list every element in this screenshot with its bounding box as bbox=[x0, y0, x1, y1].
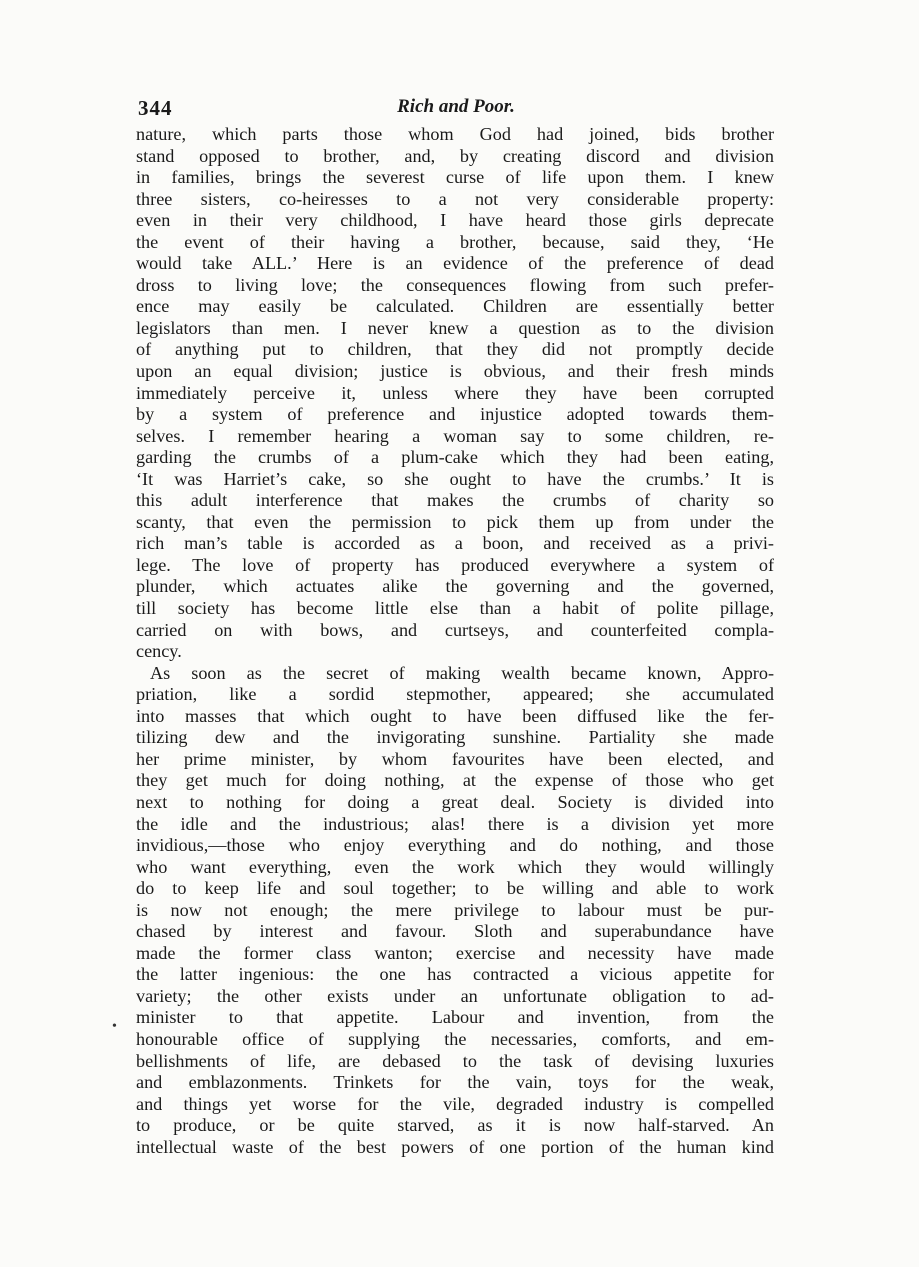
text-line: minister to that appetite. Labour and invention, from the bbox=[136, 1007, 774, 1028]
text-line: stand opposed to brother, and, by creating discord and division bbox=[136, 145, 774, 166]
text-line: who want everything, even the work which they would willingly bbox=[136, 856, 774, 877]
text-line: is now not enough; the mere privilege to labour must be pur- bbox=[136, 899, 774, 920]
text-line: bellishments of life, are debased to the task of devising luxuries bbox=[136, 1050, 774, 1071]
text-line: and emblazonments. Trinkets for the vain, toys for the weak, bbox=[136, 1072, 774, 1093]
text-line: the event of their having a brother, because, said they, ‘He bbox=[136, 231, 774, 252]
paragraph-2 bbox=[136, 663, 774, 1159]
marginal-mark: • bbox=[112, 1019, 117, 1034]
text-line: nature, which parts those whom God had joined, bids brother bbox=[136, 124, 774, 144]
text-line: cency. bbox=[136, 641, 182, 662]
body-text bbox=[136, 124, 774, 1158]
text-line: the latter ingenious: the one has contracted a vicious appetite for bbox=[136, 964, 774, 985]
text-line: plunder, which actuates alike the governing and the governed, bbox=[136, 576, 774, 597]
text-line: till society has become little else than a habit of polite pillage, bbox=[136, 598, 774, 619]
text-line: her prime minister, by whom favourites have been elected, and bbox=[136, 748, 774, 769]
text-line: honourable office of supplying the necessaries, comforts, and em- bbox=[136, 1028, 774, 1049]
text-line: and things yet worse for the vile, degraded industry is compelled bbox=[136, 1093, 774, 1114]
text-line: priation, like a sordid stepmother, appeared; she accumulated bbox=[136, 684, 774, 705]
page-number: 344 bbox=[138, 96, 173, 120]
running-title: Rich and Poor. bbox=[397, 96, 515, 117]
text-line: ‘It was Harriet’s cake, so she ought to have the crumbs.’ It is bbox=[136, 468, 774, 489]
text-line: legislators than men. I never knew a question as to the division bbox=[136, 317, 774, 338]
running-head bbox=[138, 96, 774, 120]
text-line: intellectual waste of the best powers of one portion of the human kind bbox=[136, 1136, 774, 1157]
text-line: three sisters, co-heiresses to a not very considerable property: bbox=[136, 188, 774, 209]
text-line: ence may easily be calculated. Children are essentially better bbox=[136, 296, 774, 317]
text-line: by a system of preference and injustice adopted towards them- bbox=[136, 404, 774, 425]
text-line: carried on with bows, and curtseys, and counterfeited compla- bbox=[136, 619, 774, 640]
text-line: As soon as the secret of making wealth became known, Appro- bbox=[150, 662, 774, 683]
text-line: made the former class wanton; exercise and necessity have made bbox=[136, 942, 774, 963]
text-line: the idle and the industrious; alas! there is a division yet more bbox=[136, 813, 774, 834]
text-line: next to nothing for doing a great deal. Society is divided into bbox=[136, 791, 774, 812]
paragraph-1 bbox=[136, 124, 774, 663]
text-line: rich man’s table is accorded as a boon, and received as a privi- bbox=[136, 533, 774, 554]
text-line: chased by interest and favour. Sloth and superabundance have bbox=[136, 921, 774, 942]
text-line: this adult interference that makes the crumbs of charity so bbox=[136, 490, 774, 511]
text-line: even in their very childhood, I have heard those girls deprecate bbox=[136, 210, 774, 231]
text-line: invidious,—those who enjoy everything and do nothing, and those bbox=[136, 835, 774, 856]
text-line: selves. I remember hearing a woman say to some children, re- bbox=[136, 425, 774, 446]
text-line: of anything put to children, that they did not promptly decide bbox=[136, 339, 774, 360]
text-line: into masses that which ought to have been diffused like the fer- bbox=[136, 705, 774, 726]
text-line: dross to living love; the consequences flowing from such prefer- bbox=[136, 274, 774, 295]
text-line: to produce, or be quite starved, as it is now half-starved. An bbox=[136, 1115, 774, 1136]
text-line: do to keep life and soul together; to be willing and able to work bbox=[136, 878, 774, 899]
text-line: immediately perceive it, unless where they have been corrupted bbox=[136, 382, 774, 403]
text-line: would take ALL.’ Here is an evidence of the preference of dead bbox=[136, 253, 774, 274]
text-line: upon an equal division; justice is obvious, and their fresh minds bbox=[136, 361, 774, 382]
text-line: lege. The love of property has produced everywhere a system of bbox=[136, 554, 774, 575]
text-line: scanty, that even the permission to pick them up from under the bbox=[136, 511, 774, 532]
text-line: variety; the other exists under an unfortunate obligation to ad- bbox=[136, 985, 774, 1006]
text-line: garding the crumbs of a plum-cake which they had been eating, bbox=[136, 447, 774, 468]
text-line: in families, brings the severest curse of life upon them. I knew bbox=[136, 167, 774, 188]
text-line: tilizing dew and the invigorating sunshine. Partiality she made bbox=[136, 727, 774, 748]
text-line: they get much for doing nothing, at the expense of those who get bbox=[136, 770, 774, 791]
